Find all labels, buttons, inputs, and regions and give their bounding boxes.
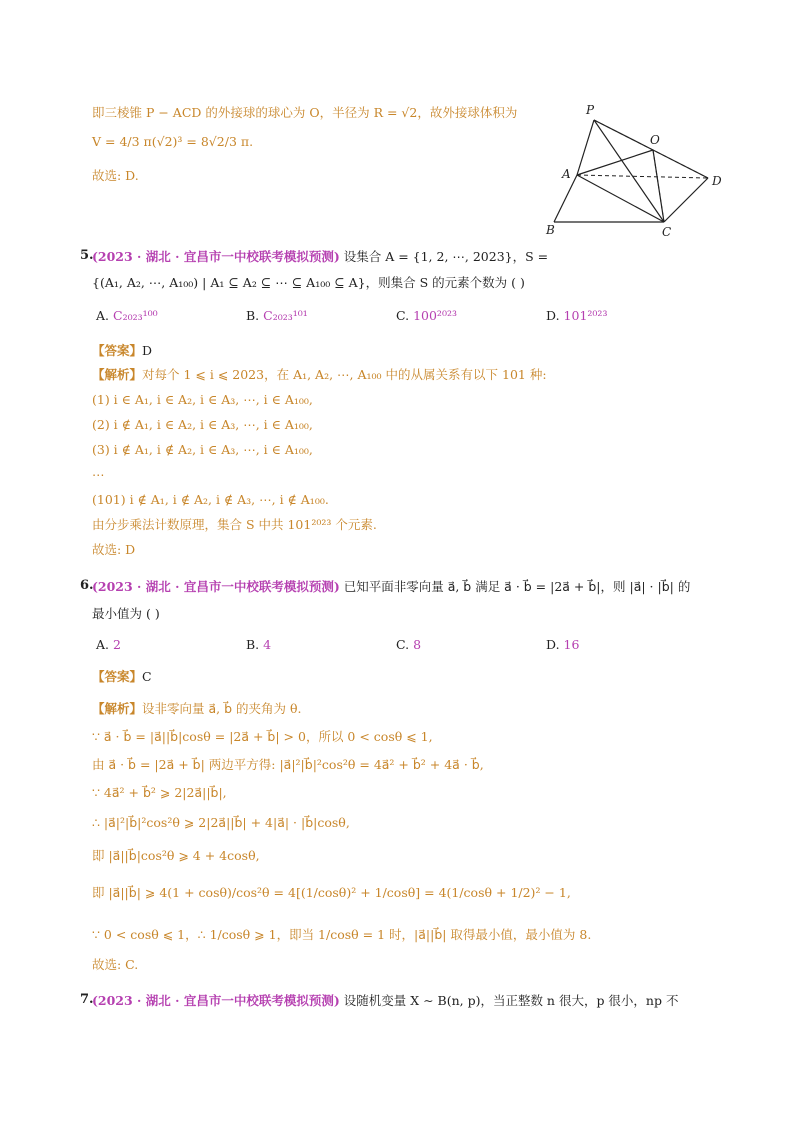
q5-answer: 【答案】D	[92, 343, 153, 358]
q5-option-b: B. C₂₀₂₃¹⁰¹	[246, 308, 308, 323]
q7-stem-1	[92, 992, 678, 1010]
q7-stem-text: 设随机变量 X ∼ B(n, p)，当正整数 n 很大，p 很小，np 不	[343, 993, 679, 1008]
q5-analysis-3: (2) i ∉ A₁, i ∈ A₂, i ∈ A₃, ⋯, i ∈ A₁₀₀,	[92, 417, 313, 432]
q6-analysis-8: ∵ 0 < cosθ ⩽ 1，∴ 1/cosθ ⩾ 1，即当 1/cosθ = 1 时，|a⃗||b⃗| 取得最小值，最小值为 8.	[92, 927, 592, 942]
pyramid-figure	[540, 98, 740, 238]
top-line-3: 故选: D.	[92, 168, 139, 183]
q5-source: (2023 · 湖北 · 宜昌市一中校联考模拟预测)	[92, 249, 340, 264]
label-A: A	[562, 167, 571, 181]
label-C: C	[662, 225, 672, 238]
q6-analysis-1: 【解析】设非零向量 a⃗, b⃗ 的夹角为 θ.	[92, 701, 302, 716]
q5-analysis-6: (101) i ∉ A₁, i ∉ A₂, i ∉ A₃, ⋯, i ∉ A₁₀₀.	[92, 492, 329, 507]
q5-analysis-8: 故选: D	[92, 542, 136, 557]
q5-option-d: D. 101²⁰²³	[546, 308, 608, 323]
q5-option-c: C. 100²⁰²³	[396, 308, 457, 323]
top-line-2: V = 4/3 π(√2)³ = 8√2/3 π.	[92, 134, 254, 149]
top-line-1: 即三棱锥 P − ACD 的外接球的球心为 O，半径为 R = √2，故外接球体积为	[92, 105, 518, 120]
q6-analysis-7: 即 |a⃗||b⃗| ⩾ 4(1 + cosθ)/cos²θ = 4[(1/cosθ)² + 1/cosθ] = 4(1/cosθ + 1/2)² − 1,	[92, 885, 571, 900]
label-P: P	[586, 103, 595, 117]
q6-option-b: B. 4	[246, 637, 272, 652]
q6-option-d: D. 16	[546, 637, 580, 652]
q6-stem-1	[92, 578, 690, 596]
q6-stem-2: 最小值为 ( )	[92, 606, 160, 621]
q6-option-a: A. 2	[96, 637, 121, 652]
q5-analysis-2: (1) i ∈ A₁, i ∈ A₂, i ∈ A₃, ⋯, i ∈ A₁₀₀,	[92, 392, 313, 407]
q6-analysis-3: 由 a⃗ · b⃗ = |2a⃗ + b⃗| 两边平方得: |a⃗|²|b⃗|²cos²θ = 4a⃗² + b⃗² + 4a⃗ · b⃗,	[92, 757, 484, 772]
label-D: D	[712, 174, 722, 188]
q5-number: 5.	[80, 248, 94, 263]
q6-stem-text: 已知平面非零向量 a⃗, b⃗ 满足 a⃗ · b⃗ = |2a⃗ + b⃗|，则 |a⃗| · |b⃗| 的	[343, 579, 691, 594]
q5-stem-1	[92, 248, 548, 266]
q5-analysis-5: ⋯	[92, 467, 105, 482]
q5-stem-text: 设集合 A = {1, 2, ⋯, 2023}，S =	[343, 249, 549, 264]
q6-analysis-9: 故选: C.	[92, 957, 139, 972]
q5-analysis-1: 【解析】对每个 1 ⩽ i ⩽ 2023，在 A₁, A₂, ⋯, A₁₀₀ 中的从属关系有以下 101 种:	[92, 367, 547, 382]
q7-number: 7.	[80, 992, 94, 1007]
q6-source: (2023 · 湖北 · 宜昌市一中校联考模拟预测)	[92, 579, 340, 594]
q5-analysis-4: (3) i ∉ A₁, i ∉ A₂, i ∈ A₃, ⋯, i ∈ A₁₀₀,	[92, 442, 313, 457]
q6-number: 6.	[80, 578, 94, 593]
label-B: B	[546, 223, 555, 237]
q7-source: (2023 · 湖北 · 宜昌市一中校联考模拟预测)	[92, 993, 340, 1008]
q5-option-a: A. C₂₀₂₃¹⁰⁰	[96, 308, 158, 323]
q5-analysis-7: 由分步乘法计数原理，集合 S 中共 101²⁰²³ 个元素.	[92, 517, 377, 532]
label-O: O	[650, 133, 660, 147]
q6-answer: 【答案】C	[92, 669, 152, 684]
q6-option-c: C. 8	[396, 637, 422, 652]
q6-analysis-6: 即 |a⃗||b⃗|cos²θ ⩾ 4 + 4cosθ,	[92, 848, 260, 863]
q6-analysis-2: ∵ a⃗ · b⃗ = |a⃗||b⃗|cosθ = |2a⃗ + b⃗| > 0，所以 0 < cosθ ⩽ 1,	[92, 729, 433, 744]
q6-analysis-4: ∵ 4a⃗² + b⃗² ⩾ 2|2a⃗||b⃗|,	[92, 785, 227, 800]
q5-stem-2: {(A₁, A₂, ⋯, A₁₀₀) | A₁ ⊆ A₂ ⊆ ⋯ ⊆ A₁₀₀ ⊆ A}，则集合 S 的元素个数为 ( )	[92, 275, 525, 290]
q6-analysis-5: ∴ |a⃗|²|b⃗|²cos²θ ⩾ 2|2a⃗||b⃗| + 4|a⃗| · |b⃗|cosθ,	[92, 815, 350, 830]
